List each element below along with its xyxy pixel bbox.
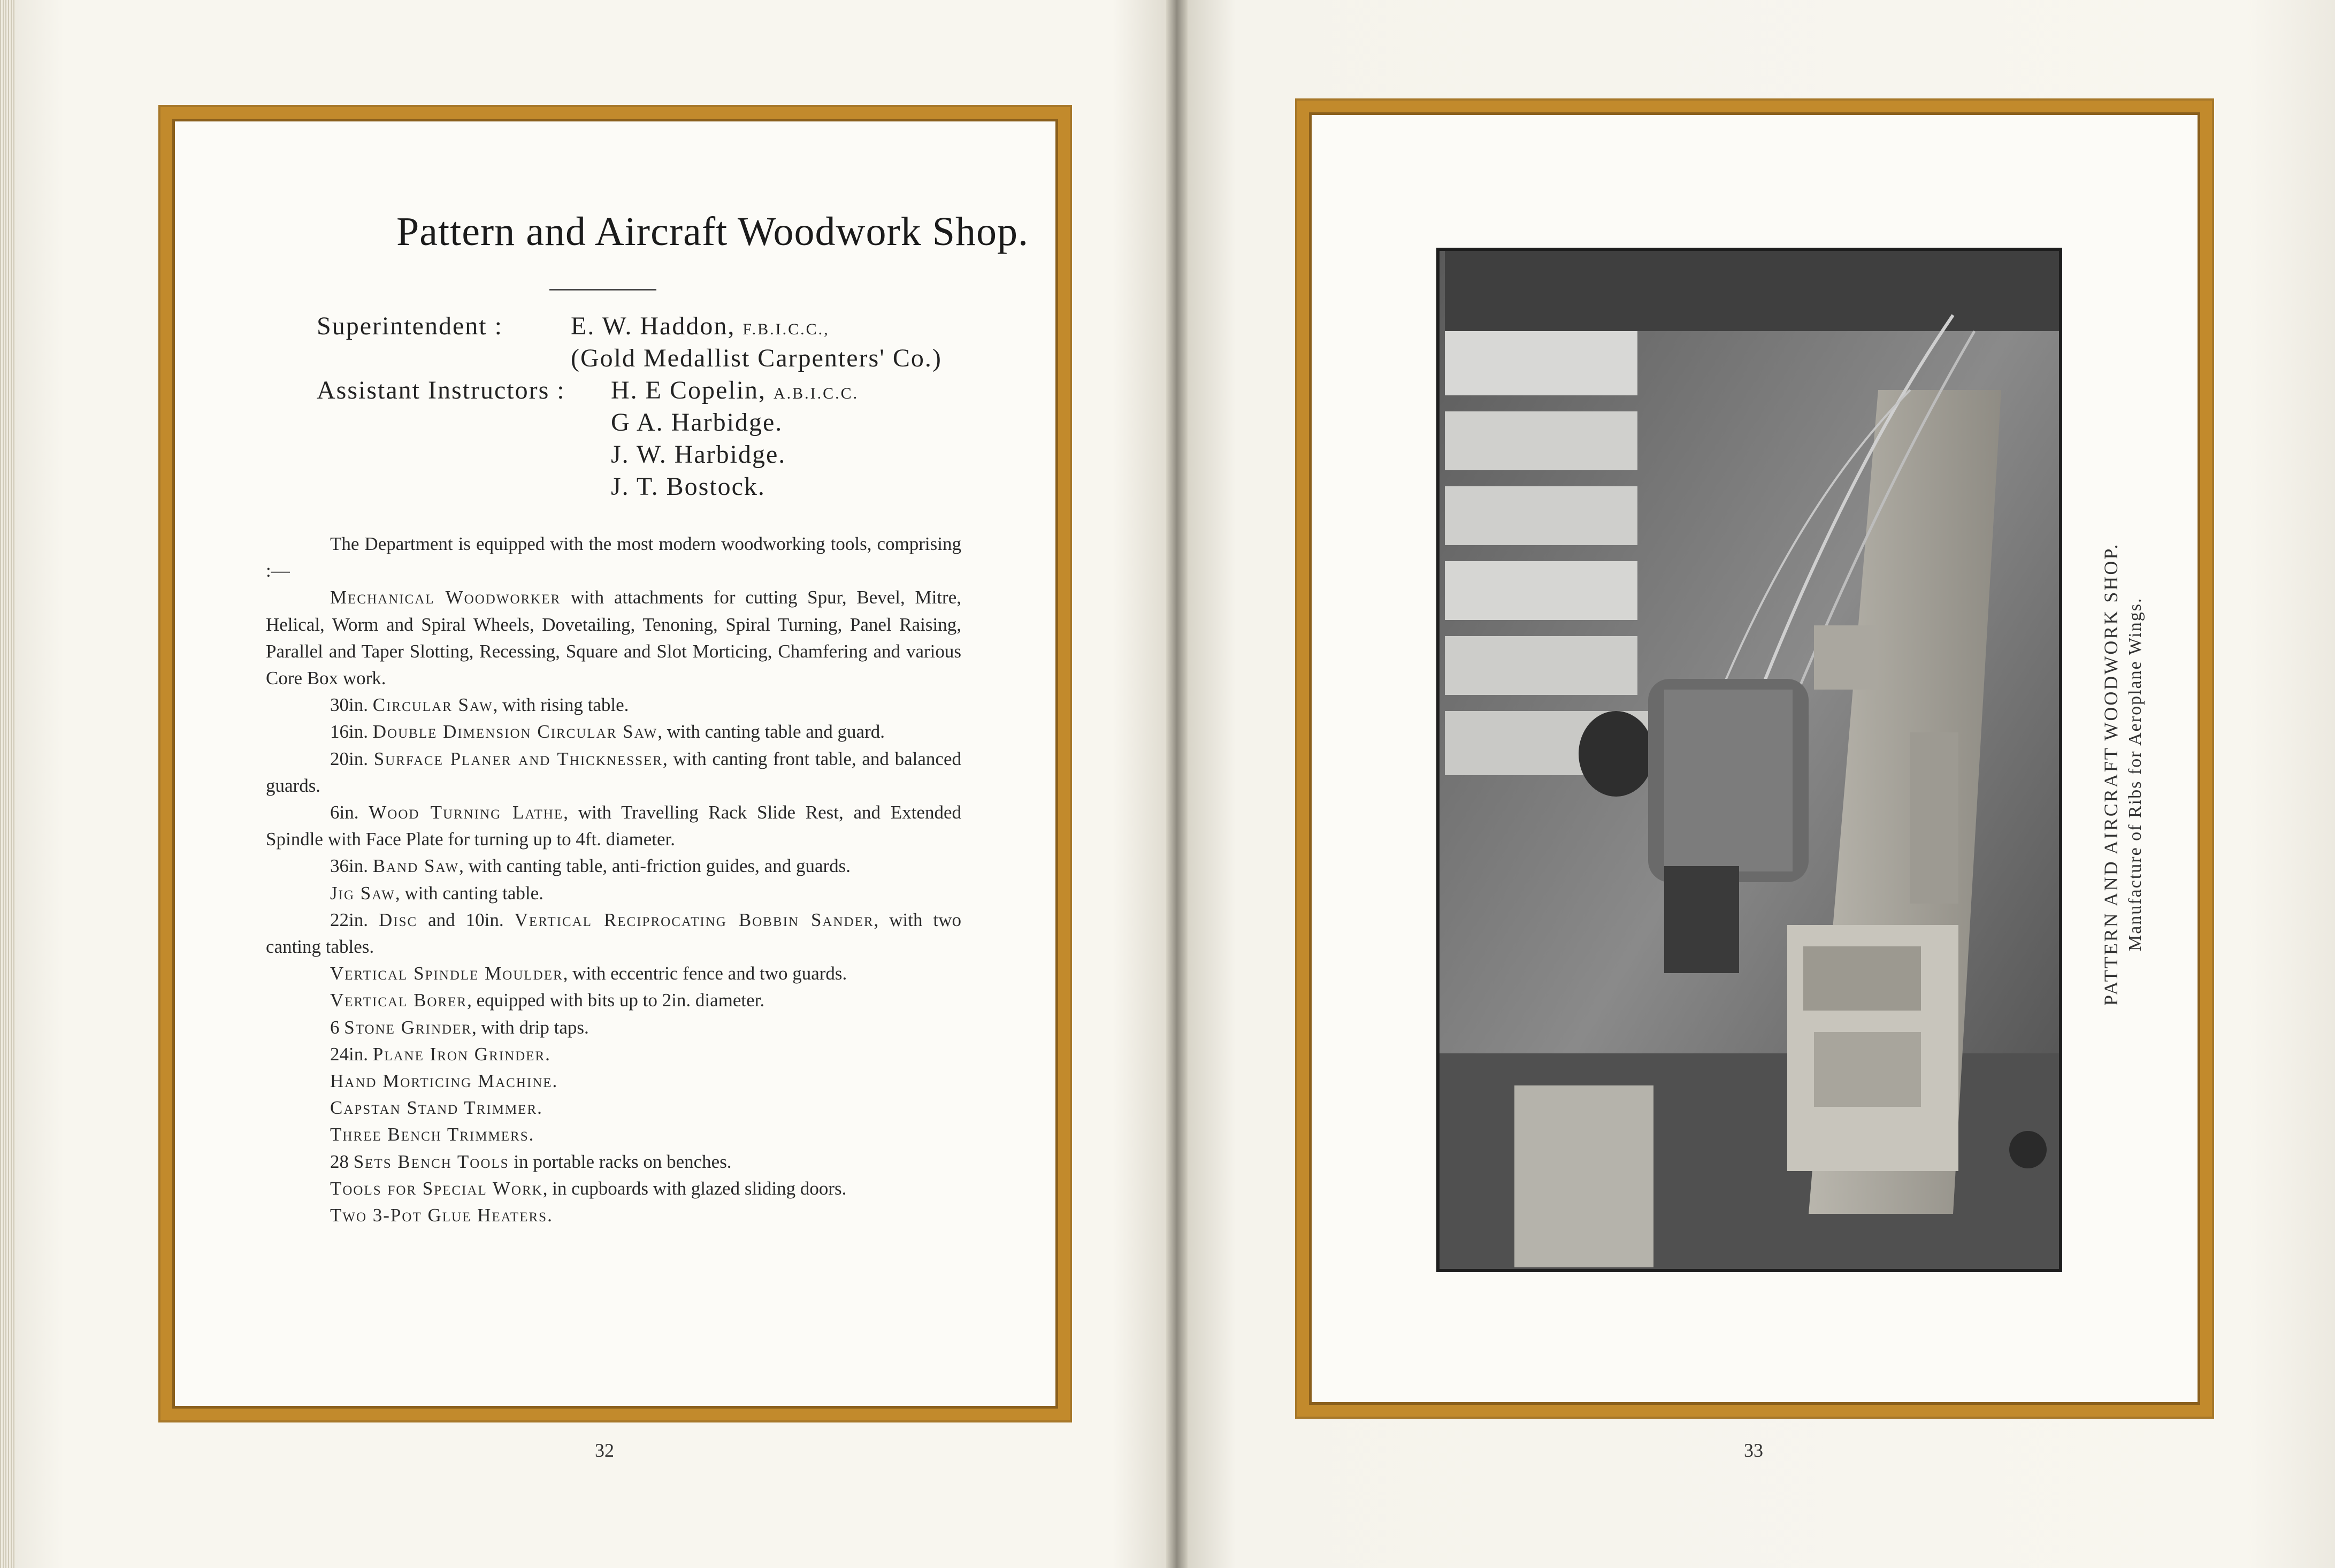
book-gutter: [1166, 0, 1188, 1568]
equipment-item: Hand Morticing Machine.: [330, 1070, 557, 1092]
title-divider: [549, 289, 656, 290]
assistant-2: G A. Harbidge.: [611, 408, 783, 437]
equipment-item: 6in. Wood Turning Lathe, with Travelling Rack Slide Rest, and Extended Spindle with Face Plate for turning up to 4ft. diameter.: [266, 802, 961, 850]
equipment-list: [266, 531, 961, 1229]
assistant-4: J. T. Bostock.: [611, 472, 765, 501]
assistant-1: H. E Copelin, A.B.I.C.C.: [611, 376, 859, 404]
equipment-item: 30in. Circular Saw, with rising table.: [330, 694, 629, 716]
caption-title: PATTERN AND AIRCRAFT WOODWORK SHOP.: [2100, 542, 2122, 1006]
equipment-item: 22in. Disc and 10in. Vertical Reciprocating Bobbin Sander, with two canting tables.: [266, 909, 961, 958]
page-number-left: 32: [595, 1440, 614, 1461]
equipment-item: 36in. Band Saw, with canting table, anti-friction guides, and guards.: [330, 855, 851, 877]
superintendent-label: Superintendent :: [317, 312, 503, 340]
assistants-label: Assistant Instructors :: [317, 376, 565, 404]
superintendent-note: (Gold Medallist Carpenters' Co.): [571, 344, 942, 372]
equipment-item: Vertical Borer, equipped with bits up to 2in. diameter.: [330, 990, 765, 1011]
photo-caption: [2100, 543, 2146, 1006]
equipment-item: Vertical Spindle Moulder, with eccentric fence and two guards.: [330, 963, 847, 984]
left-page-frame: [160, 107, 1070, 1420]
assistant-3: J. W. Harbidge.: [611, 440, 786, 469]
photo-illustration: [1440, 251, 2059, 1269]
page-edges: [0, 0, 15, 1568]
equipment-item: Tools for Special Work, in cupboards with glazed sliding doors.: [330, 1177, 847, 1199]
equipment-item: Two 3-Pot Glue Heaters.: [330, 1205, 552, 1226]
equipment-item: 28 Sets Bench Tools in portable racks on benches.: [330, 1151, 732, 1172]
equipment-item: Jig Saw, with canting table.: [330, 882, 543, 904]
page-number-right: 33: [1744, 1440, 1763, 1461]
equipment-item: 16in. Double Dimension Circular Saw, with canting table and guard.: [330, 721, 885, 743]
workshop-photograph: [1436, 248, 2062, 1272]
equipment-item: Capstan Stand Trimmer.: [330, 1097, 542, 1119]
intro-paragraph: The Department is equipped with the most modern woodworking tools, comprising :—: [266, 533, 961, 582]
equipment-item: 20in. Surface Planer and Thicknesser, with canting front table, and balanced guards.: [266, 748, 961, 796]
equipment-item: 24in. Plane Iron Grinder.: [330, 1043, 550, 1065]
equipment-item: 6 Stone Grinder, with drip taps.: [330, 1016, 589, 1038]
caption-subtitle: Manufacture of Ribs for Aeroplane Wings.: [2125, 597, 2145, 952]
page-title: Pattern and Aircraft Woodwork Shop.: [396, 209, 1029, 254]
equipment-item: Mechanical Woodworker with attachments for cutting Spur, Bevel, Mitre, Helical, Worm and Spiral Wheels, Dovetailing, Tenoning, Spiral Turning, Panel Raising, Parallel and Taper Slotting, Recessing, Square and Slot Morticing, Chamfering and various Core Box work.: [266, 587, 961, 689]
equipment-item: Three Bench Trimmers.: [330, 1124, 534, 1145]
superintendent-name: E. W. Haddon, F.B.I.C.C.,: [571, 312, 830, 340]
